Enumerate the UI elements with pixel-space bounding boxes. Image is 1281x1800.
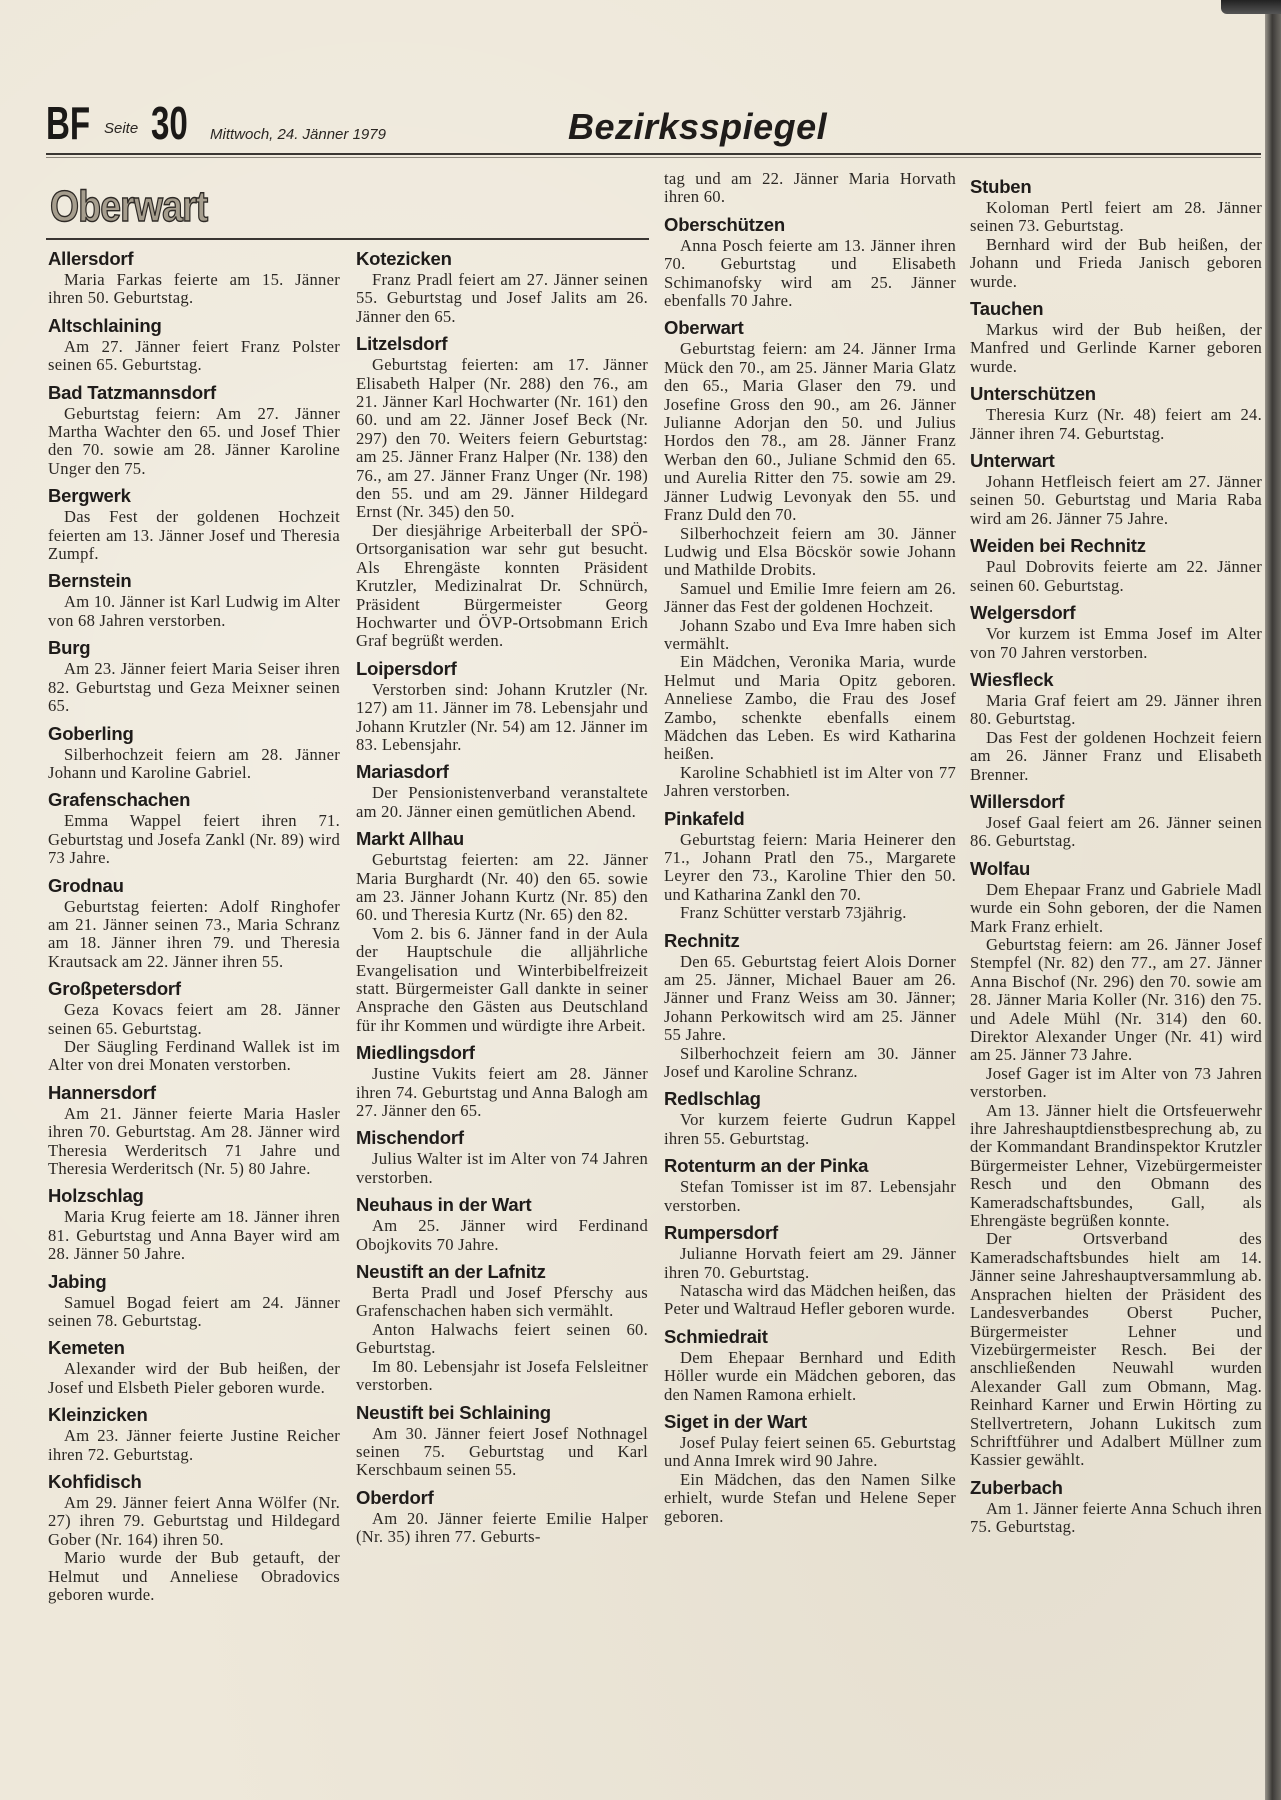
local-news-entry xyxy=(356,828,648,1035)
news-paragraph: Julius Walter ist im Alter von 74 Jahren verstorben. xyxy=(356,1149,648,1187)
place-heading: Neustift bei Schlaining xyxy=(356,1401,551,1423)
news-paragraph: Silberhochzeit feiern am 28. Jänner Johann und Karoline Gabriel. xyxy=(48,744,340,782)
district-title: Oberwart xyxy=(50,182,208,231)
news-paragraph: Am 1. Jänner feierte Anna Schuch ihren 75. Geburtstag. xyxy=(970,1498,1262,1537)
column-2 xyxy=(356,248,648,1554)
news-paragraph: Bernhard wird der Bub heißen, der Johann und Frieda Janisch geboren wurde. xyxy=(970,234,1262,291)
local-news-entry xyxy=(356,1127,648,1187)
news-paragraph: Julianne Horvath feiert am 29. Jänner ihren 70. Geburtstag. xyxy=(664,1244,956,1282)
place-heading: Oberschützen xyxy=(664,213,785,235)
place-heading: Markt Allhau xyxy=(356,828,464,850)
place-heading: Tauchen xyxy=(970,298,1044,320)
news-paragraph: Josef Gaal feiert am 26. Jänner seinen 86. Geburtstag. xyxy=(970,812,1262,851)
place-heading: Burg xyxy=(48,637,91,659)
place-heading: Grodnau xyxy=(48,874,124,896)
news-paragraph: Alexander wird der Bub heißen, der Josef und Elsbeth Pieler geboren wurde. xyxy=(48,1359,340,1397)
news-paragraph: Markus wird der Bub heißen, der Manfred und Gerlinde Karner geboren wurde. xyxy=(970,320,1262,376)
news-paragraph: Geburtstag feiern: am 24. Jänner Irma Mück den 70., am 25. Jänner Maria Glatz den 65., Maria Glaser den 79. und Josefine Gross den 90., am 26. Jänner Julianne Adorjan den 50. und Julius Hordos den 78., am 28. Jänner Franz Werban den 60., Juliane Schmid den 65. und Aurelia Ritter den 75. sowie am 29. Jänner Ludwig Levonyak den 55. und Franz Duld den 70. xyxy=(664,339,956,525)
news-paragraph: Karoline Schabhietl ist im Alter von 77 Jahren verstorben. xyxy=(664,762,956,801)
place-heading: Siget in der Wart xyxy=(664,1410,807,1432)
news-paragraph: tag und am 22. Jänner Maria Horvath ihren 60. xyxy=(664,169,956,207)
news-paragraph: Das Fest der goldenen Hochzeit feiern am 26. Jänner Franz und Elisabeth Brenner. xyxy=(970,727,1262,784)
local-news-entry xyxy=(48,1082,340,1179)
news-paragraph: Ein Mädchen, das den Namen Silke erhielt, wurde Stefan und Helene Seper geboren. xyxy=(664,1469,956,1526)
local-news-entry xyxy=(48,1471,340,1604)
news-paragraph: Stefan Tomisser ist im 87. Lebensjahr verstorben. xyxy=(664,1177,956,1215)
place-heading: Rumpersdorf xyxy=(664,1222,778,1244)
news-paragraph: Anna Posch feierte am 13. Jänner ihren 70. Geburtstag und Elisabeth Schimanofsky wird am 25. Jänner ebenfalls 70 Jahre. xyxy=(664,235,956,311)
news-paragraph: Geza Kovacs feiert am 28. Jänner seinen 65. Geburtstag. xyxy=(48,1000,340,1038)
local-news-entry xyxy=(970,858,1262,1470)
local-news-entry xyxy=(970,602,1262,662)
local-news-entry xyxy=(356,761,648,821)
column-4 xyxy=(970,176,1262,1544)
local-news-entry xyxy=(356,1194,648,1254)
local-news-entry xyxy=(48,248,340,308)
place-heading: Altschlaining xyxy=(48,314,162,336)
place-heading: Kotezicken xyxy=(356,248,452,269)
news-paragraph: Maria Farkas feierte am 15. Jänner ihren 50. Geburtstag. xyxy=(48,270,340,308)
place-heading: Hannersdorf xyxy=(48,1081,156,1103)
place-heading: Jabing xyxy=(48,1270,107,1292)
news-paragraph: Johann Szabo und Eva Imre haben sich vermählt. xyxy=(664,615,956,653)
place-heading: Oberdorf xyxy=(356,1486,434,1508)
local-news-entry xyxy=(664,808,956,923)
news-paragraph: Am 21. Jänner feierte Maria Hasler ihren 70. Geburtstag. Am 28. Jänner wird Theresia Werderitsch 71 Jahre und Theresia Werderitsch (Nr. 5) 80 Jahre. xyxy=(48,1103,340,1178)
news-paragraph: Vom 2. bis 6. Jänner fand in der Aula der Hauptschule die alljährliche Evangelisation und Winterbibelfreizeit statt. Bürgermeister Gall dankte in seiner Ansprache den Gästen aus Deutschland für ihr Kommen und würdigte ihre Arbeit. xyxy=(356,923,648,1035)
local-news-entry xyxy=(356,1402,648,1480)
news-paragraph: Vor kurzem feierte Gudrun Kappel ihren 55. Geburtstag. xyxy=(664,1110,956,1148)
place-heading: Loipersdorf xyxy=(356,657,457,679)
local-news-entry xyxy=(664,214,956,311)
local-news-entry xyxy=(48,485,340,563)
page-number: 30 xyxy=(151,97,188,149)
news-paragraph: Im 80. Lebensjahr ist Josefa Felsleitner verstorben. xyxy=(356,1356,648,1395)
local-news-entry xyxy=(48,570,340,630)
local-news-entry xyxy=(970,176,1262,291)
local-news-entry xyxy=(48,875,340,972)
news-paragraph: Johann Hetfleisch feiert am 27. Jänner seinen 50. Geburtstag und Maria Raba wird am 26. Jänner 75 Jahre. xyxy=(970,472,1262,528)
news-paragraph: Geburtstag feierten: Adolf Ringhofer am 21. Jänner seinen 73., Maria Schranz am 18. Jänner ihren 79. und Theresia Krautsack am 22. Jänner ihren 55. xyxy=(48,896,340,971)
place-heading: Unterschützen xyxy=(970,383,1096,405)
place-heading: Mariasdorf xyxy=(356,761,449,783)
news-paragraph: Anton Halwachs feiert seinen 60. Geburtstag. xyxy=(356,1319,648,1358)
news-paragraph: Dem Ehepaar Bernhard und Edith Höller wurde ein Mädchen geboren, das den Namen Ramona erhielt. xyxy=(664,1347,956,1404)
news-paragraph: Justine Vukits feiert am 28. Jänner ihren 74. Geburtstag und Anna Balogh am 27. Jänner den 65. xyxy=(356,1064,648,1121)
local-news-entry xyxy=(356,333,648,651)
local-news-entry xyxy=(970,535,1262,595)
place-heading: Bergwerk xyxy=(48,485,131,507)
news-paragraph: Berta Pradl und Josef Pferschy aus Grafenschachen haben sich vermählt. xyxy=(356,1283,648,1321)
local-news-entry xyxy=(48,637,340,715)
news-paragraph: Geburtstag feiern: Am 27. Jänner Martha Wachter den 65. und Josef Thier den 70. sowie am 28. Jänner Karoline Unger den 75. xyxy=(48,403,340,478)
place-heading: Kohfidisch xyxy=(48,1471,142,1493)
news-paragraph: Der Säugling Ferdinand Wallek ist im Alter von drei Monaten verstorben. xyxy=(48,1036,340,1075)
place-heading: Wiesfleck xyxy=(970,668,1054,690)
news-paragraph: Emma Wappel feiert ihren 71. Geburtstag und Josefa Zankl (Nr. 89) wird 73 Jahre. xyxy=(48,811,340,868)
issue-date: Mittwoch, 24. Jänner 1979 xyxy=(210,126,386,143)
news-paragraph: Maria Krug feierte am 18. Jänner ihren 81. Geburtstag und Anna Bayer wird am 28. Jänner 50 Jahre. xyxy=(48,1207,340,1264)
local-news-entry xyxy=(48,382,340,479)
local-news-entry xyxy=(970,383,1262,443)
news-paragraph: Silberhochzeit feiern am 30. Jänner Ludwig und Elsa Böcskör sowie Johann und Mathilde Drobits. xyxy=(664,523,956,580)
masthead xyxy=(46,97,1261,152)
place-heading: Pinkafeld xyxy=(664,807,745,829)
place-heading: Kleinzicken xyxy=(48,1404,148,1426)
local-news-entry xyxy=(48,789,340,867)
place-heading: Oberwart xyxy=(664,317,744,339)
masthead-rule xyxy=(46,153,1261,155)
local-news-entry xyxy=(664,930,956,1082)
local-news-entry xyxy=(48,1185,340,1263)
news-paragraph: Paul Dobrovits feierte am 22. Jänner seinen 60. Geburtstag. xyxy=(970,557,1262,595)
column-1 xyxy=(48,248,340,1612)
news-paragraph: Vor kurzem ist Emma Josef im Alter von 70 Jahren verstorben. xyxy=(970,624,1262,662)
news-paragraph: Am 20. Jänner feierte Emilie Halper (Nr. 35) ihren 77. Geburts- xyxy=(356,1508,648,1547)
place-heading: Zuberbach xyxy=(970,1476,1063,1498)
page-corner-shadow xyxy=(1221,0,1281,14)
news-paragraph: Mario wurde der Bub getauft, der Helmut und Anneliese Obradovics geboren wurde. xyxy=(48,1548,340,1605)
local-news-entry xyxy=(970,669,1262,784)
news-paragraph: Koloman Pertl feiert am 28. Jänner seinen 73. Geburtstag. xyxy=(970,198,1262,236)
news-paragraph: Maria Graf feiert am 29. Jänner ihren 80. Geburtstag. xyxy=(970,690,1262,729)
page-label: Seite xyxy=(104,120,139,137)
local-news-entry xyxy=(970,298,1262,376)
news-paragraph: Der Ortsverband des Kameradschaftsbundes hielt am 14. Jänner seine Jahreshauptversammlung ab. Ansprachen hielten der Präsident des Landesverbandes Oberst Pucher, Bürgermeister Lehner und Vizebürgermeister Resch. Bei der anschließenden Neuwahl wurden Alexander Gall zum Obmann, Mag. Reinhard Karner und Erwin Hörting zu Stellvertretern, Johann Lukitsch zum Schriftführer und Adalbert Müllner zum Kassier gewählt. xyxy=(970,1229,1262,1470)
place-heading: Unterwart xyxy=(970,450,1055,472)
local-news-entry xyxy=(664,1326,956,1404)
page-edge-shadow xyxy=(1265,0,1281,1800)
place-heading: Bad Tatzmannsdorf xyxy=(48,381,216,403)
local-news-entry xyxy=(48,1271,340,1331)
local-news-entry xyxy=(356,1042,648,1120)
local-news-entry xyxy=(664,1411,956,1526)
place-heading: Goberling xyxy=(48,722,134,744)
masthead-rule-thin xyxy=(46,157,1261,158)
place-heading: Litzelsdorf xyxy=(356,333,448,355)
news-paragraph: Am 23. Jänner feiert Maria Seiser ihren 82. Geburtstag und Geza Meixner seinen 65. xyxy=(48,659,340,716)
news-paragraph: Das Fest der goldenen Hochzeit feierten am 13. Jänner Josef und Theresia Zumpf. xyxy=(48,507,340,564)
news-paragraph: Samuel Bogad feiert am 24. Jänner seinen 78. Geburtstag. xyxy=(48,1292,340,1331)
section-header-title: Bezirksspiegel xyxy=(568,106,828,147)
place-heading: Stuben xyxy=(970,176,1032,197)
place-heading: Allersdorf xyxy=(48,248,134,269)
place-heading: Weiden bei Rechnitz xyxy=(970,535,1146,557)
local-news-entry xyxy=(664,170,956,207)
local-news-entry xyxy=(664,1155,956,1215)
news-paragraph: Den 65. Geburtstag feiert Alois Dorner am 25. Jänner, Michael Bauer am 26. Jänner und Franz Weiss am 30. Jänner; Johann Perkowitsch wird am 25. Jänner 55 Jahre. xyxy=(664,951,956,1045)
news-paragraph: Natascha wird das Mädchen heißen, das Peter und Waltraud Hefler geboren wurde. xyxy=(664,1280,956,1319)
place-heading: Rotenturm an der Pinka xyxy=(664,1155,869,1177)
place-heading: Mischendorf xyxy=(356,1127,464,1149)
news-paragraph: Am 29. Jänner feiert Anna Wölfer (Nr. 27) ihren 79. Geburtstag und Hildegard Gober (Nr. 164) ihren 50. xyxy=(48,1493,340,1549)
news-paragraph: Josef Pulay feiert seinen 65. Geburtstag und Anna Imrek wird 90 Jahre. xyxy=(664,1432,956,1471)
place-heading: Neuhaus in der Wart xyxy=(356,1194,532,1216)
news-paragraph: Der Pensionistenverband veranstaltete am 20. Jänner einen gemütlichen Abend. xyxy=(356,783,648,821)
news-paragraph: Silberhochzeit feiern am 30. Jänner Josef und Karoline Schranz. xyxy=(664,1043,956,1082)
news-paragraph: Josef Gager ist im Alter von 73 Jahren verstorben. xyxy=(970,1063,1262,1102)
district-title-rule xyxy=(46,238,649,240)
news-paragraph: Am 27. Jänner feiert Franz Polster seinen 65. Geburtstag. xyxy=(48,336,340,375)
news-paragraph: Ein Mädchen, Veronika Maria, wurde Helmut und Maria Opitz geboren. Anneliese Zambo, die Frau des Josef Zambo, schenkte ebenfalls einem Mädchen das Leben. Es wird Katharina heißen. xyxy=(664,652,956,764)
local-news-entry xyxy=(48,1404,340,1464)
local-news-entry xyxy=(48,978,340,1075)
news-paragraph: Der diesjährige Arbeiterball der SPÖ-Ortsorganisation war sehr gut besucht. Als Ehrengäste konnten Präsident Krutzler, Medizinalrat Dr. Schnürch, Präsident Bürgermeister Georg Hochwarter und ÖVP-Ortsobmann Erich Graf begrüßt werden. xyxy=(356,520,648,651)
local-news-entry xyxy=(356,248,648,326)
place-heading: Redlschlag xyxy=(664,1088,761,1110)
place-heading: Rechnitz xyxy=(664,929,740,951)
local-news-entry xyxy=(356,1261,648,1394)
news-paragraph: Am 10. Jänner ist Karl Ludwig im Alter von 68 Jahren verstorben. xyxy=(48,592,340,630)
local-news-entry xyxy=(664,317,956,800)
local-news-entry xyxy=(48,723,340,783)
news-paragraph: Verstorben sind: Johann Krutzler (Nr. 127) am 11. Jänner im 78. Lebensjahr und Johann Krutzler (Nr. 54) am 12. Jänner im 83. Lebensjahr. xyxy=(356,679,648,754)
news-paragraph: Geburtstag feierten: am 17. Jänner Elisabeth Halper (Nr. 288) den 76., am 21. Jänner Karl Hochwarter (Nr. 161) den 60. und am 22. Jänner Josef Beck (Nr. 297) den 70. Weiters feiern Geburtstag: am 25. Jänner Franz Halper (Nr. 138) den 76., am 27. Jänner Franz Unger (Nr. 198) den 55. und am 29. Jänner Hildegard Ernst (Nr. 345) den 50. xyxy=(356,355,648,522)
news-paragraph: Am 30. Jänner feiert Josef Nothnagel seinen 75. Geburtstag und Karl Kerschbaum seinen 55. xyxy=(356,1423,648,1480)
local-news-entry xyxy=(356,658,648,755)
local-news-entry xyxy=(664,1222,956,1319)
local-news-entry xyxy=(970,1477,1262,1537)
place-heading: Miedlingsdorf xyxy=(356,1042,475,1064)
local-news-entry xyxy=(664,1088,956,1148)
newspaper-logo: BF xyxy=(46,97,91,149)
local-news-entry xyxy=(48,315,340,375)
news-paragraph: Samuel und Emilie Imre feiern am 26. Jänner das Fest der goldenen Hochzeit. xyxy=(664,578,956,617)
place-heading: Welgersdorf xyxy=(970,602,1076,624)
news-paragraph: Franz Schütter verstarb 73jährig. xyxy=(680,903,907,923)
news-paragraph: Am 13. Jänner hielt die Ortsfeuerwehr ihre Jahreshauptdienstbesprechung ab, zu der Kommandant Brandinspektor Krutzler Bürgermeister Lehner, Vizebürgermeister Resch und den Obmann des Kameradschaftsbundes, Gall, als Ehrengäste begrüßen konnte. xyxy=(970,1100,1262,1231)
local-news-entry xyxy=(48,1337,340,1397)
place-heading: Wolfau xyxy=(970,857,1031,879)
place-heading: Neustift an der Lafnitz xyxy=(356,1261,546,1283)
local-news-entry xyxy=(356,1487,648,1547)
place-heading: Bernstein xyxy=(48,570,132,592)
news-paragraph: Dem Ehepaar Franz und Gabriele Madl wurde ein Sohn geboren, der die Namen Mark Franz erhielt. xyxy=(970,879,1262,936)
place-heading: Großpetersdorf xyxy=(48,978,181,1000)
place-heading: Kemeten xyxy=(48,1337,125,1359)
column-3 xyxy=(664,170,956,1533)
place-heading: Grafenschachen xyxy=(48,789,191,811)
local-news-entry xyxy=(970,450,1262,528)
news-paragraph: Franz Pradl feiert am 27. Jänner seinen 55. Geburtstag und Josef Jalits am 26. Jänner den 65. xyxy=(356,270,648,326)
news-paragraph: Geburtstag feiern: Maria Heinerer den 71., Johann Pratl den 75., Margarete Leyrer den 73., Karoline Thier den 50. und Katharina Zankl den 70. xyxy=(664,829,956,904)
news-paragraph: Geburtstag feierten: am 22. Jänner Maria Burghardt (Nr. 40) den 65. sowie am 23. Jänner Johann Kurtz (Nr. 85) den 60. und Theresia Kurtz (Nr. 65) den 82. xyxy=(356,850,648,925)
news-paragraph: Theresia Kurz (Nr. 48) feiert am 24. Jänner ihren 74. Geburtstag. xyxy=(970,405,1262,443)
news-paragraph: Geburtstag feiern: am 26. Jänner Josef Stempfel (Nr. 82) den 77., am 27. Jänner Anna Bischof (Nr. 296) den 70. sowie am 28. Jänner Maria Koller (Nr. 316) den 75. und Adele Mühl (Nr. 314) den 60. Direktor Alexander Unger (Nr. 41) wird am 25. Jänner 73 Jahre. xyxy=(970,934,1262,1065)
place-heading: Willersdorf xyxy=(970,790,1065,812)
place-heading: Holzschlag xyxy=(48,1185,144,1207)
news-paragraph: Am 23. Jänner feierte Justine Reicher ihren 72. Geburtstag. xyxy=(48,1426,340,1464)
news-paragraph: Am 25. Jänner wird Ferdinand Obojkovits 70 Jahre. xyxy=(356,1216,648,1254)
place-heading: Schmiedrait xyxy=(664,1325,768,1347)
local-news-entry xyxy=(970,791,1262,851)
